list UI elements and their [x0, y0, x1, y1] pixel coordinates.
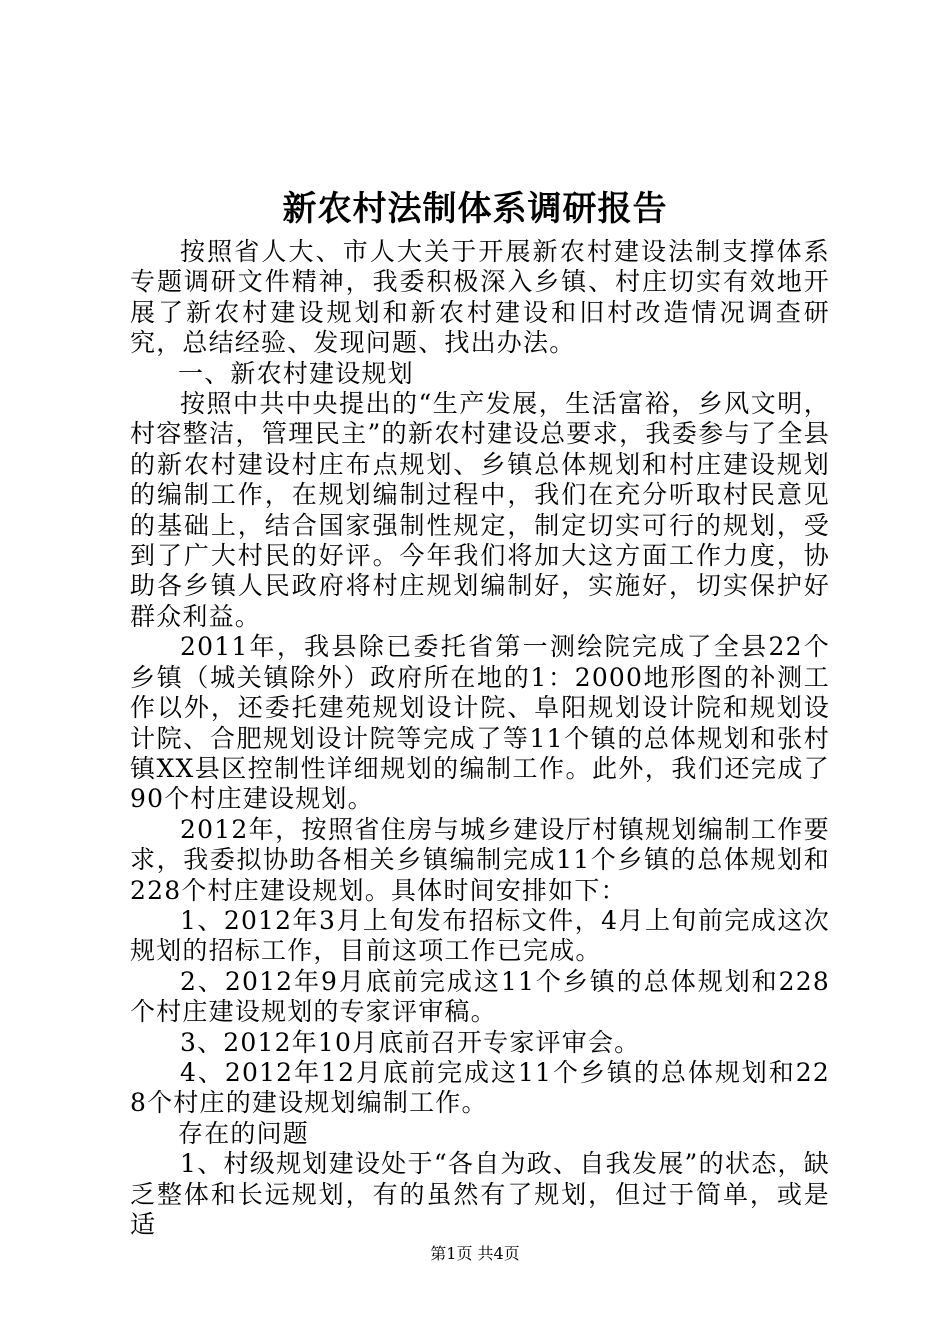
paragraph: 按照中共中央提出的“生产发展，生活富裕，乡风文明，村容整洁，管理民主”的新农村建设总要求，我委参与了全县的新农村建设村庄布点规划、乡镇总体规划和村庄建设规划的编制工作，在规划编制过程中，我们在充分听取村民意见的基础上，结合国家强制性规定，制定切实可行的规划，受到了广大村民的好评。今年我们将加大这方面工作力度，协助各乡镇人民政府将村庄规划编制好，实施好，切实保护好群众利益。: [130, 389, 830, 631]
page-number-footer: 第1页 共4页: [430, 1244, 520, 1263]
document-title: 新农村法制体系调研报告: [282, 189, 668, 229]
list-item: 4、2012年12月底前完成这11个乡镇的总体规划和228个村庄的建设规划编制工作。: [130, 1057, 830, 1118]
paragraph: 2012年，按照省住房与城乡建设厅村镇规划编制工作要求，我委拟协助各相关乡镇编制完成11个乡镇的总体规划和228个村庄建设规划。具体时间安排如下：: [130, 814, 830, 905]
paragraph: 按照省人大、市人大关于开展新农村建设法制支撑体系专题调研文件精神，我委积极深入乡镇、村庄切实有效地开展了新农村建设规划和新农村建设和旧村改造情况调查研究，总结经验、发现问题、找出办法。: [130, 237, 830, 358]
paragraph: 1、村级规划建设处于“各自为政、自我发展”的状态，缺乏整体和长远规划，有的虽然有了规划，但过于简单，或是适: [130, 1149, 830, 1239]
document-body: [130, 237, 830, 1240]
list-item: 2、2012年9月底前完成这11个乡镇的总体规划和228个村庄建设规划的专家评审稿。: [130, 966, 830, 1027]
section-heading: 一、新农村建设规划: [178, 358, 414, 388]
list-item: 1、2012年3月上旬发布招标文件，4月上旬前完成这次规划的招标工作，目前这项工作已完成。: [130, 905, 830, 966]
paragraph: 2011年，我县除已委托省第一测绘院完成了全县22个乡镇（城关镇除外）政府所在地的1：2000地形图的补测工作以外，还委托建苑规划设计院、阜阳规划设计院和规划设计院、合肥规划设计院等完成了等11个镇的总体规划和张村镇XX县区控制性详细规划的编制工作。此外，我们还完成了 90个村庄建设规划。: [130, 632, 830, 814]
section-heading: 存在的问题: [178, 1118, 310, 1148]
list-item: 3、2012年10月底前召开专家评审会。: [180, 1027, 641, 1057]
